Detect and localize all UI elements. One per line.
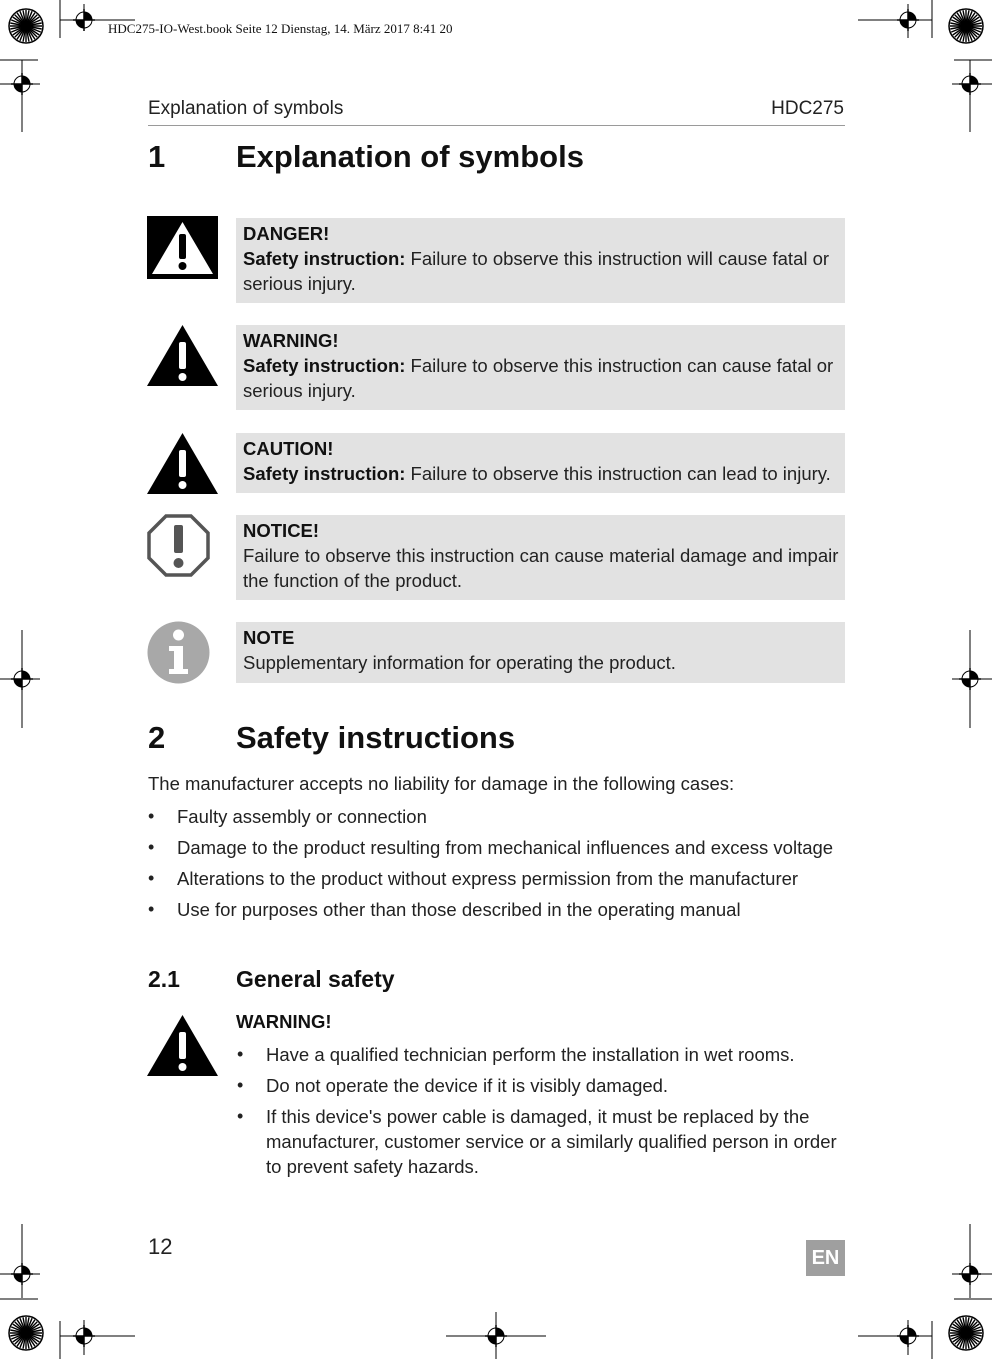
list-item: • Damage to the product resulting from mechanical influences and excess voltage [148,835,858,860]
list-item: • Alterations to the product without express permission from the manufacturer [148,866,858,891]
list-item: • Have a qualified technician perform the installation in wet rooms. [237,1042,849,1067]
subsection-heading [148,966,848,996]
notice-box [236,515,845,600]
warning-notice-box [236,325,845,410]
caution-triangle-icon [147,433,218,495]
header-divider [148,125,845,126]
danger-triangle-icon [147,216,218,279]
warning-title: WARNING! [243,330,339,351]
list-item: • Use for purposes other than those described in the operating manual [148,897,858,922]
warning-triangle-icon [147,325,218,387]
general-safety-warning-label: WARNING! [236,1011,332,1032]
general-safety-list [237,1042,849,1185]
note-box [236,622,845,683]
warning-text: Failure to observe this instruction can cause fatal or serious injury. [243,355,834,401]
note-title: NOTE [243,627,295,648]
caution-text: Failure to observe this instruction can lead to injury. [405,463,831,484]
section-title: Explanation of symbols [236,139,584,174]
section-title: Safety instructions [236,720,516,755]
list-item: • Faulty assembly or connection [148,804,858,829]
section-number: 2 [148,720,166,755]
list-item: • Do not operate the device if it is visibly damaged. [237,1073,849,1098]
liability-intro: The manufacturer accepts no liability for damage in the following cases: [148,773,735,794]
subsection-title: General safety [236,966,395,992]
running-header-model: HDC275 [771,98,844,119]
warning-lead: Safety instruction: [243,355,406,376]
notice-title: NOTICE! [243,520,320,541]
running-header-title: Explanation of symbols [148,98,344,119]
list-item: • If this device's power cable is damaged, it must be replaced by the manufacturer, customer service or a similarly qualified person in order to prevent safety hazards. [237,1104,849,1179]
caution-lead: Safety instruction: [243,463,406,484]
section-heading [148,720,848,760]
section-number: 1 [148,139,166,174]
subsection-number: 2.1 [148,966,180,992]
danger-title: DANGER! [243,223,330,244]
info-circle-icon [147,621,210,684]
section-heading [148,139,848,179]
note-text: Supplementary information for operating the product. [243,652,676,673]
page-number: 12 [148,1234,173,1259]
warning-triangle-icon [147,1015,218,1077]
language-badge: EN [806,1240,845,1276]
danger-lead: Safety instruction: [243,248,406,269]
danger-text: Failure to observe this instruction will cause fatal or serious injury. [243,248,830,294]
caution-title: CAUTION! [243,438,334,459]
notice-text: Failure to observe this instruction can cause material damage and impair the function of the product. [243,545,839,591]
notice-octagon-icon [147,514,210,577]
danger-notice-box [236,218,845,303]
liability-list [148,804,858,928]
print-slug: HDC275-IO-West.book Seite 12 Dienstag, 14. März 2017 8:41 20 [108,21,453,36]
caution-notice-box [236,433,845,493]
